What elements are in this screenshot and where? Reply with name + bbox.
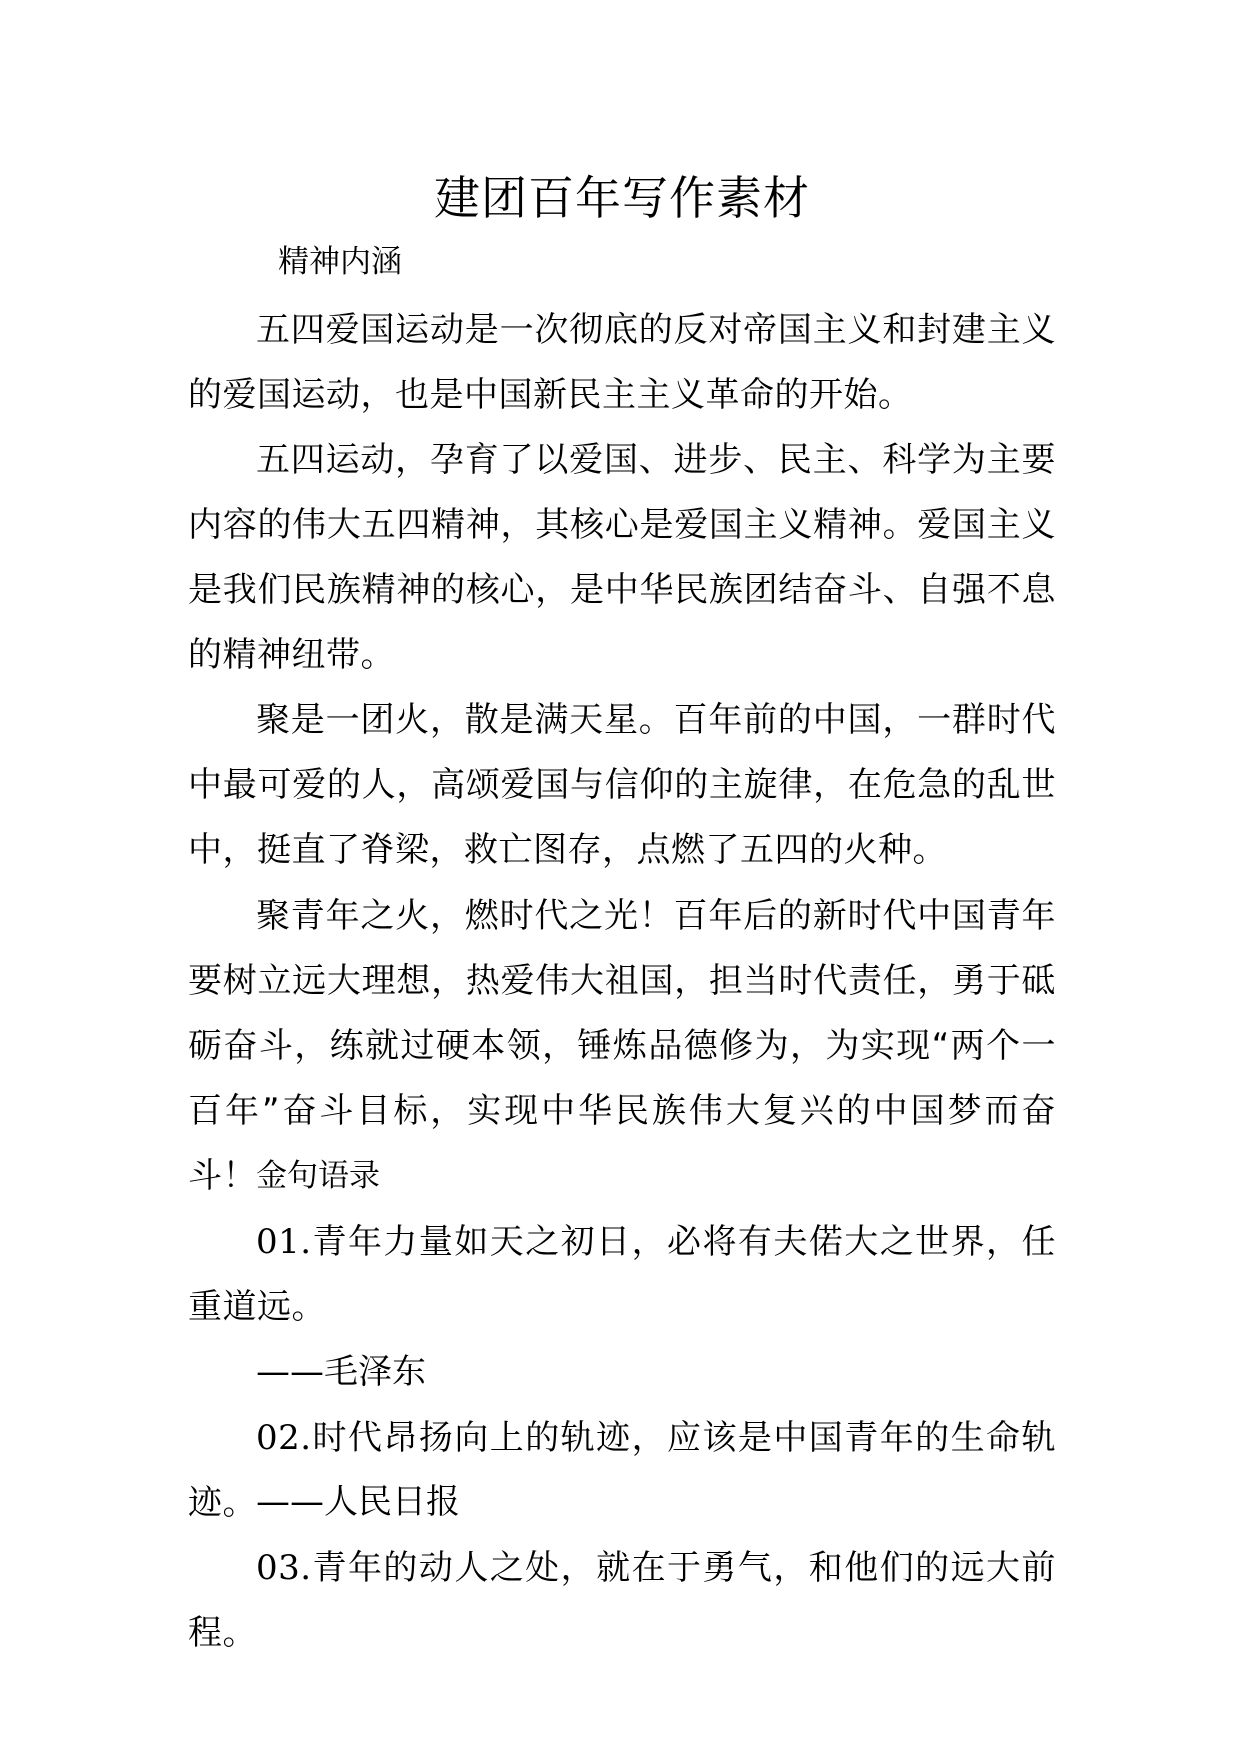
paragraph-3: 聚是一团火，散是满天星。百年前的中国，一群时代中最可爱的人，高颂爱国与信仰的主旋律，在危急的乱世中，挺直了脊梁，救亡图存，点燃了五四的火种。 (188, 700, 1056, 870)
quote-3 (188, 1536, 1056, 1666)
paragraph-1: 五四爱国运动是一次彻底的反对帝国主义和封建主义的爱国运动，也是中国新民主主义革命的开始。 (188, 310, 1056, 415)
quote-1-attribution: ——毛泽东 (256, 1352, 426, 1392)
page-title: 建团百年写作素材 (434, 171, 810, 225)
paragraph-2: 五四运动，孕育了以爱国、进步、民主、科学为主要内容的伟大五四精神，其核心是爱国主义精神。爱国主义是我们民族精神的核心，是中华民族团结奋斗、自强不息的精神纽带。 (188, 440, 1056, 675)
quote-text: 青年的动人之处，就在于勇气，和他们的远大前程。 (188, 1548, 1056, 1653)
quote-number: 03. (256, 1548, 312, 1588)
quote-2-attribution: ——人民日报 (256, 1482, 460, 1522)
quote-text: 青年力量如天之初日，必将有夫偌大之世界，任重道远。 (188, 1222, 1056, 1327)
paragraph-4: 聚青年之火，燃时代之光！百年后的新时代中国青年要树立远大理想，热爱伟大祖国，担当时代责任，勇于砥砺奋斗，练就过硬本领，锤炼品德修为，为实现“两个一百年”奋斗目标，实现中华民族伟大复兴的中国梦而奋斗！ (188, 896, 1056, 1196)
section-heading-spirit: 精神内涵 (278, 244, 402, 280)
quote-text: 时代昂扬向上的轨迹，应该是中国青年的生命轨迹。 (188, 1418, 1056, 1523)
quote-number: 02. (256, 1418, 312, 1458)
section-heading-quotes: 金句语录 (256, 1158, 380, 1194)
quote-number: 01. (256, 1222, 312, 1262)
quote-1 (188, 1210, 1056, 1340)
